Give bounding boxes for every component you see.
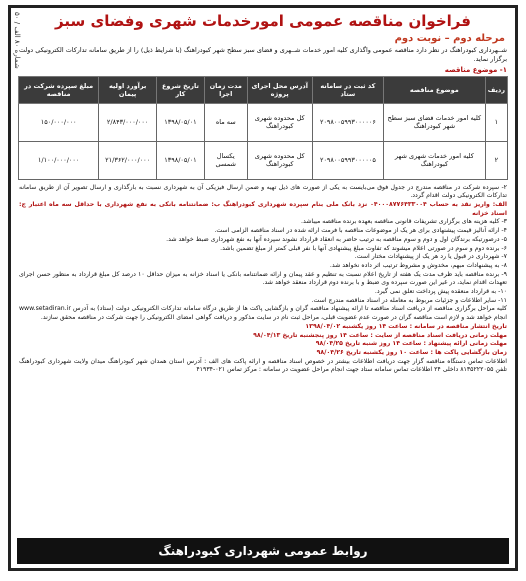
table-cell: ۱۳۹۸/۰۵/۰۱ — [156, 103, 204, 141]
col-header: موضوع مناقصه — [383, 76, 485, 103]
docs-deadline: مهلت زمانی دریافت اسناد مناقصه از سایت : ساعت ۱۴ روز پنجشنبه تاریخ ۹۸/۰۴/۱۳ — [253, 331, 507, 339]
stage-label: مرحله دوم – نوبت دوم — [394, 33, 505, 44]
table-cell: سه ماه — [204, 103, 247, 141]
list-item: ۷- شهرداری در قبول یا رد هر یک از پیشنهادات مختار است. — [354, 253, 507, 261]
table-row — [19, 103, 508, 141]
table-cell: ۲۰۹۸۰۰۵۹۹۳۰۰۰۰۰۵ — [312, 141, 383, 179]
announcement-page — [8, 5, 518, 571]
section-heading: ۱- موضوع مناقصه — [444, 65, 507, 74]
col-header: کد ثبت در سامانه ستاد — [312, 76, 383, 103]
table-cell: ۱۵۰/۰۰۰/۰۰۰ — [19, 103, 99, 141]
table-cell: ۲/۸۴۳/۰۰۰/۰۰۰ — [99, 103, 157, 141]
list-item: ۱۱- سایر اطلاعات و جزئیات مربوط به معامله در اسناد مناقصه مندرج است. — [311, 296, 507, 304]
setad-note: کلیه مراحل برگزاری مناقصه از دریافت اسناد مناقصه تا ارائه پیشنهاد مناقصه گران و بازگشایی پاکت ها از طریق درگاه سامانه تدارکات الکترونیکی دولت (ستاد) به آدرس www.setadiran.ir انجام خواهد شد و لازم است مناقصه گران در صورت عدم عضویت قبلی، مراحل ثبت نام در سایت مذکور و دریافت گواهی امضای الکترونیکی را جهت شرکت در مناقصه محقق سازند. — [19, 305, 507, 322]
table-cell: کل محدوده شهری کبودراهنگ — [247, 103, 312, 141]
conditions-list — [11, 184, 515, 306]
issue-number-tag: شماره ۸۰ الف / ۵۰ — [13, 12, 21, 69]
table-row — [19, 141, 508, 179]
table-cell: ۱ — [485, 103, 507, 141]
page-title: فراخوان مناقصه عمومی امورخدمات شهری وفضای سبز — [55, 12, 471, 30]
table-cell: ۱۳۹۸/۰۵/۰۱ — [156, 141, 204, 179]
list-item: ۵- درصورتیکه برندگان اول و دوم و سوم مناقصه به ترتیب حاضر به انعقاد قرارداد نشوند سپرده آنها به نفع شهرداری ضبط خواهد شد. — [166, 235, 507, 243]
list-item: ۱۰- به قرارداد منعقده پیش پرداخت تعلق نمی گیرد. — [374, 288, 507, 296]
contact-info: اطلاعات تماس دستگاه مناقصه گزار جهت دریافت اطلاعات بیشتر در خصوص اسناد مناقصه و ارائه پاکت های الف : آدرس استان همدان شهر کبودراهنگ میدان ولایت شهرداری کبودراهنگ تلفن ۸۱۳۵۲۲۲۰۵۵ داخلی ۲۴ اطلاعات تماس سامانه ستاد جهت انجام مراحل عضویت در سامانه : مرکز تماس ۰۲۱-۴۱۹۳۴ — [19, 357, 507, 374]
list-item: ۶- برنده دوم و سوم در صورتی اعلام میشوند که تفاوت مبلغ پیشنهادی آنها با نفر قبلی کمتر از مبلغ تضمین باشد. — [220, 244, 507, 252]
table-header-row — [19, 76, 508, 103]
table-cell: ۲ — [485, 141, 507, 179]
list-item: ۴- ارائه آنالیز قیمت پیشنهادی برای هر یک از موضوعات مناقصه با فرمت ارائه شده در اسناد مناقصه الزامی است. — [214, 227, 507, 235]
list-item: الف: واریز نقد به حساب ۰۴۰۰۰۸۷۷۶۴۳۳۰۰۴ نزد بانک ملی بنام سپرده شهرداری کبودراهنگ ب: ضمانتنامه بانکی به نفع شهرداری با حداقل سه ماه اعتبار ج: اسناد خزانه — [19, 201, 507, 217]
col-header: مبلغ سپرده شرکت در مناقصه — [19, 76, 99, 103]
col-header: برآورد اولیه پیمان — [99, 76, 157, 103]
table-cell: کلیه امور خدمات فضای سبز سطح شهر کبودراهنگ — [383, 103, 485, 141]
footer-banner: روابط عمومی شهرداری کبودراهنگ — [17, 538, 509, 564]
intro-paragraph: شــهرداری کبودراهنگ در نظر دارد مناقصه عمومی واگذاری کلیه امور خدمات شــهری و فضای سبز سطح شهر کبودراهنگ (با شرایط ذیل) را از طریق سامانه تدارکات الکترونیکی دولت برگزار نماید. — [19, 46, 507, 64]
opening-date: زمان بازگشایی پاکت ها : ساعت ۱۰ روز یکشنبه تاریخ ۹۸/۰۴/۲۶ — [316, 348, 507, 356]
table-cell: کل محدوده شهری کبودراهنگ — [247, 141, 312, 179]
list-item: ۲- سپرده شرکت در مناقصه مندرج در جدول فوق می‌بایست به یکی از صورت های ذیل تهیه و ضمن ارسال فیزیکی آن به شهرداری نسبت به بارگذاری و ارسال تصویر آن از طریق سامانه تدارکات الکترونیکی دولت اقدام گردد. — [19, 183, 507, 200]
table-cell: یکسال شمسی — [204, 141, 247, 179]
table-cell: کلیه امور خدمات شهری شهر کبودراهنگ — [383, 141, 485, 179]
publish-date: تاریخ انتشار مناقصه در سامانه : ساعت ۱۴ روز یکشنبه ۱۳۹۸/۰۴/۰۲ — [305, 322, 507, 330]
col-header: آدرس محل اجرای پروژه — [247, 76, 312, 103]
col-header: ردیف — [485, 76, 507, 103]
col-header: مدت زمان اجرا — [204, 76, 247, 103]
offer-deadline: مهلت زمانی ارائه پیشنهاد : ساعت ۱۴ روز شنبه تاریخ ۹۸/۰۴/۲۵ — [315, 340, 507, 348]
table-cell: ۱/۱۰۰/۰۰۰/۰۰۰ — [19, 141, 99, 179]
col-header: تاریخ شروع کار — [156, 76, 204, 103]
tender-table — [18, 76, 508, 180]
list-item: ۹- برنده مناقصه باید ظرف مدت یک هفته از تاریخ اعلام نسبت به تنظیم و عقد پیمان و ارائه ضمانتنامه بانکی یا اسناد خزانه به میزان حداقل ۱۰ درصد کل مبلغ قرارداد به منظور حسن اجرای تعهدات اقدام نماید، در غیر این صورت سپرده وی ضبط و با برنده دوم قرارداد منعقد خواهد شد. — [19, 270, 507, 287]
table-cell: ۲۰۹۸۰۰۵۹۹۳۰۰۰۰۰۶ — [312, 103, 383, 141]
list-item: ۸- به پیشنهادات مبهم، مخدوش و مشروط ترتیب اثر داده نخواهد شد. — [329, 261, 507, 269]
table-cell: ۲۱/۳۶۲/۰۰۰/۰۰۰ — [99, 141, 157, 179]
list-item: ۳- کلیه هزینه های برگزاری تشریفات قانونی مناقصه بعهده برنده مناقصه میباشد. — [301, 218, 507, 226]
